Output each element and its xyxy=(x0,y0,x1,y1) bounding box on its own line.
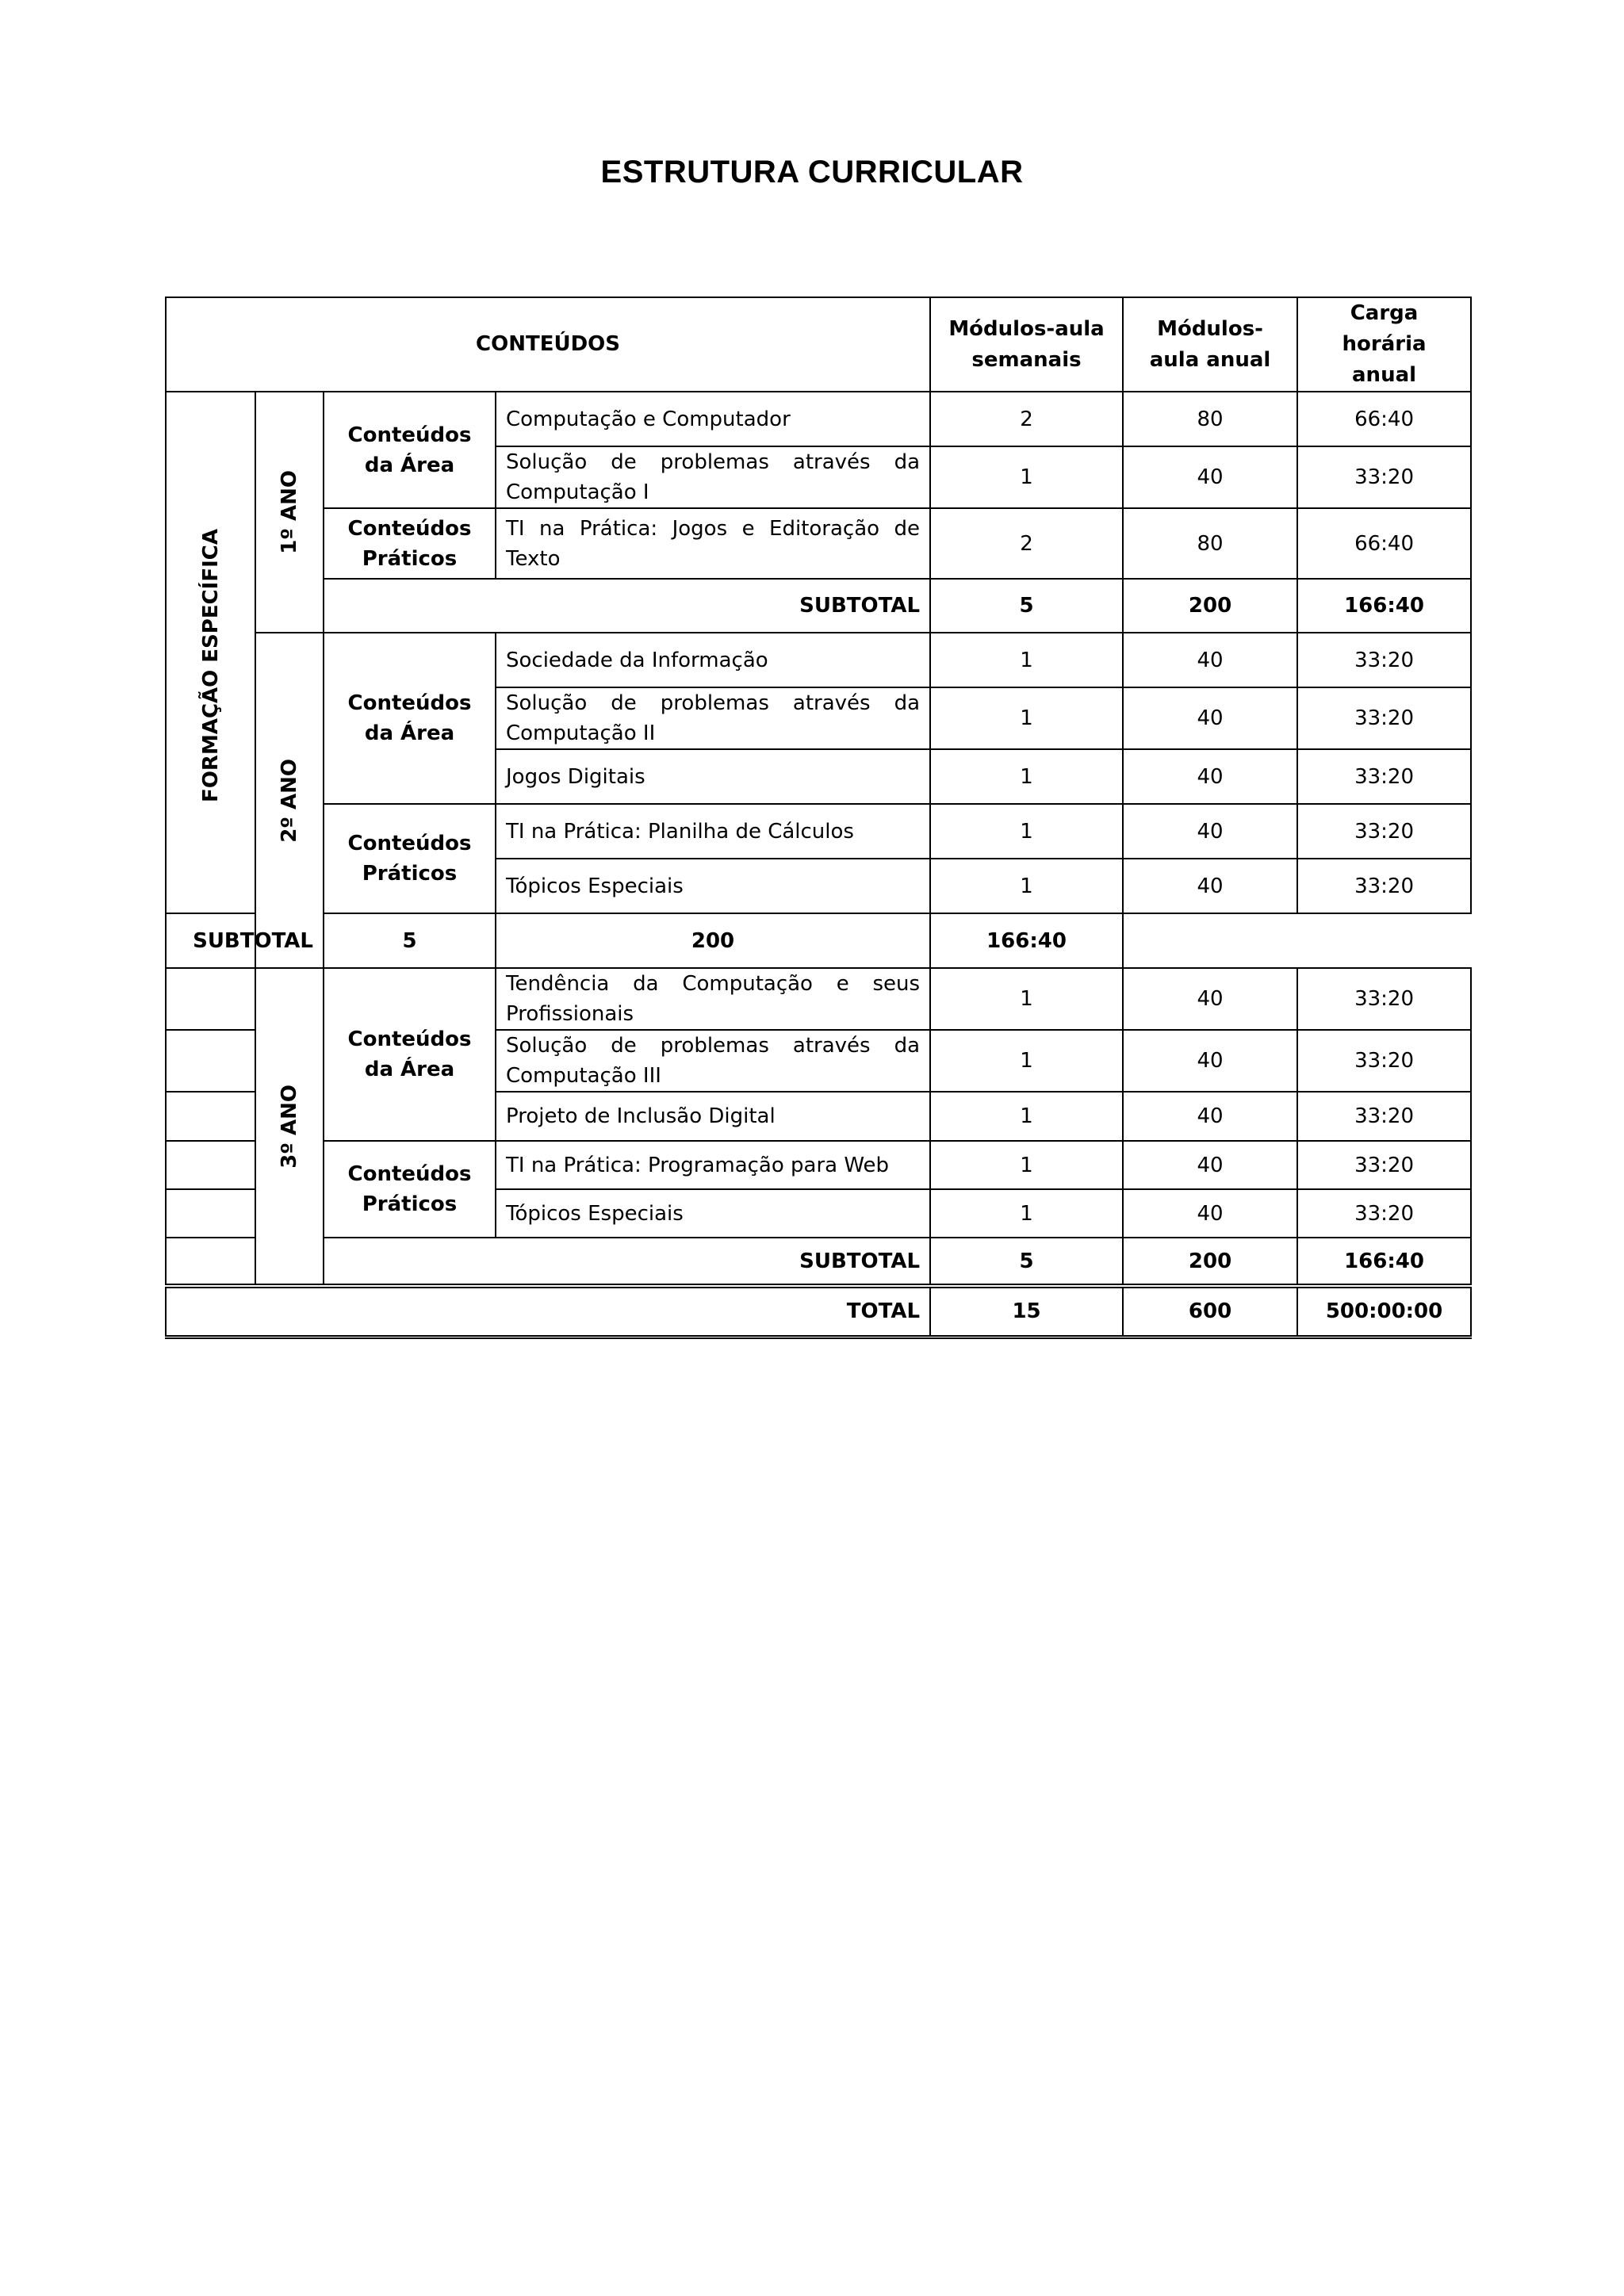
modulos-anual: 80 xyxy=(1123,392,1297,446)
modulos-anual: 40 xyxy=(1123,859,1297,913)
subtotal-row xyxy=(166,913,1471,968)
carga-horaria: 33:20 xyxy=(1297,687,1471,749)
modulos-semanais: 1 xyxy=(930,749,1123,804)
subtotal-anual: 200 xyxy=(1123,1238,1297,1286)
header-carga-horaria: Carga horária anual xyxy=(1297,297,1471,392)
subtotal-carga: 166:40 xyxy=(1297,579,1471,633)
table-row xyxy=(166,392,1471,446)
carga-horaria: 33:20 xyxy=(1297,749,1471,804)
subject-name: Solução de problemas através da Computação II xyxy=(496,687,930,749)
modulos-anual: 40 xyxy=(1123,804,1297,859)
modulos-semanais: 1 xyxy=(930,1141,1123,1189)
carga-horaria: 33:20 xyxy=(1297,1141,1471,1189)
subject-name: Sociedade da Informação xyxy=(496,633,930,687)
subject-name: TI na Prática: Jogos e Editoração de Texto xyxy=(496,508,930,579)
subject-name: Computação e Computador xyxy=(496,392,930,446)
category-praticos: Conteúdos Práticos xyxy=(324,804,496,913)
group-label-cell-tail xyxy=(166,1189,255,1238)
carga-horaria: 66:40 xyxy=(1297,508,1471,579)
year-label-cell xyxy=(255,968,324,1286)
subject-name: Jogos Digitais xyxy=(496,749,930,804)
subtotal-carga: 166:40 xyxy=(1297,1238,1471,1286)
modulos-semanais: 2 xyxy=(930,508,1123,579)
table-row xyxy=(166,633,1471,687)
modulos-semanais: 1 xyxy=(930,687,1123,749)
category-praticos: Conteúdos Práticos xyxy=(324,508,496,579)
modulos-anual: 40 xyxy=(1123,687,1297,749)
modulos-anual: 40 xyxy=(1123,446,1297,508)
category-area: Conteúdos da Área xyxy=(324,968,496,1141)
modulos-semanais: 1 xyxy=(930,859,1123,913)
category-area: Conteúdos da Área xyxy=(324,633,496,804)
total-row xyxy=(166,1286,1471,1337)
modulos-semanais: 1 xyxy=(930,804,1123,859)
group-label: FORMAÇÃO ESPECÍFICA xyxy=(198,529,223,802)
subject-name: TI na Prática: Programação para Web xyxy=(496,1141,930,1189)
modulos-semanais: 1 xyxy=(930,968,1123,1030)
subtotal-row xyxy=(166,579,1471,633)
modulos-semanais: 1 xyxy=(930,633,1123,687)
carga-horaria: 33:20 xyxy=(1297,446,1471,508)
carga-horaria: 33:20 xyxy=(1297,804,1471,859)
header-modulos-anual: Módulos-aula anual xyxy=(1123,297,1297,392)
carga-horaria: 33:20 xyxy=(1297,1092,1471,1141)
group-label-cell-tail xyxy=(166,1092,255,1141)
subject-name: Solução de problemas através da Computação III xyxy=(496,1030,930,1092)
subtotal-semanais: 5 xyxy=(324,913,496,968)
year-label: 3º ANO xyxy=(278,1084,301,1169)
subject-name: Tópicos Especiais xyxy=(496,859,930,913)
carga-horaria: 33:20 xyxy=(1297,1030,1471,1092)
carga-horaria: 33:20 xyxy=(1297,1189,1471,1238)
table-row xyxy=(166,804,1471,859)
year-label-cell xyxy=(255,392,324,633)
total-carga: 500:00:00 xyxy=(1297,1286,1471,1337)
subtotal-label: SUBTOTAL xyxy=(166,913,324,968)
carga-horaria: 33:20 xyxy=(1297,859,1471,913)
modulos-anual: 40 xyxy=(1123,1189,1297,1238)
total-semanais: 15 xyxy=(930,1286,1123,1337)
group-label-cell-tail xyxy=(166,968,255,1030)
subject-name: Projeto de Inclusão Digital xyxy=(496,1092,930,1141)
modulos-anual: 40 xyxy=(1123,1092,1297,1141)
subtotal-semanais: 5 xyxy=(930,579,1123,633)
modulos-anual: 40 xyxy=(1123,749,1297,804)
carga-horaria: 66:40 xyxy=(1297,392,1471,446)
subject-name: Solução de problemas através da Computação I xyxy=(496,446,930,508)
group-label-cell xyxy=(166,392,255,913)
carga-horaria: 33:20 xyxy=(1297,968,1471,1030)
carga-horaria: 33:20 xyxy=(1297,633,1471,687)
group-label-cell-tail xyxy=(166,1141,255,1189)
year-label: 1º ANO xyxy=(278,470,301,554)
subject-name: TI na Prática: Planilha de Cálculos xyxy=(496,804,930,859)
table-row xyxy=(166,968,1471,1030)
header-modulos-semanais: Módulos-aula semanais xyxy=(930,297,1123,392)
modulos-semanais: 1 xyxy=(930,446,1123,508)
total-label: TOTAL xyxy=(166,1286,930,1337)
subtotal-label: SUBTOTAL xyxy=(324,579,930,633)
modulos-anual: 40 xyxy=(1123,633,1297,687)
group-label-cell-tail xyxy=(166,1238,255,1286)
header-row xyxy=(166,297,1471,392)
subject-name: Tópicos Especiais xyxy=(496,1189,930,1238)
header-conteudos: CONTEÚDOS xyxy=(166,297,930,392)
modulos-anual: 40 xyxy=(1123,1030,1297,1092)
modulos-semanais: 1 xyxy=(930,1030,1123,1092)
page-title: ESTRUTURA CURRICULAR xyxy=(600,155,1024,189)
group-label-cell-tail xyxy=(166,1030,255,1092)
table-row xyxy=(166,1141,1471,1189)
modulos-semanais: 1 xyxy=(930,1092,1123,1141)
modulos-semanais: 1 xyxy=(930,1189,1123,1238)
subtotal-carga: 166:40 xyxy=(930,913,1123,968)
modulos-anual: 80 xyxy=(1123,508,1297,579)
subtotal-semanais: 5 xyxy=(930,1238,1123,1286)
year-label: 2º ANO xyxy=(278,758,301,843)
subject-name: Tendência da Computação e seus Profissionais xyxy=(496,968,930,1030)
category-area: Conteúdos da Área xyxy=(324,392,496,508)
modulos-semanais: 2 xyxy=(930,392,1123,446)
subtotal-anual: 200 xyxy=(496,913,930,968)
table-row xyxy=(166,508,1471,579)
subtotal-anual: 200 xyxy=(1123,579,1297,633)
total-anual: 600 xyxy=(1123,1286,1297,1337)
category-praticos: Conteúdos Práticos xyxy=(324,1141,496,1238)
modulos-anual: 40 xyxy=(1123,1141,1297,1189)
subtotal-row xyxy=(166,1238,1471,1286)
modulos-anual: 40 xyxy=(1123,968,1297,1030)
curriculum-table xyxy=(165,297,1472,1339)
subtotal-label: SUBTOTAL xyxy=(324,1238,930,1286)
